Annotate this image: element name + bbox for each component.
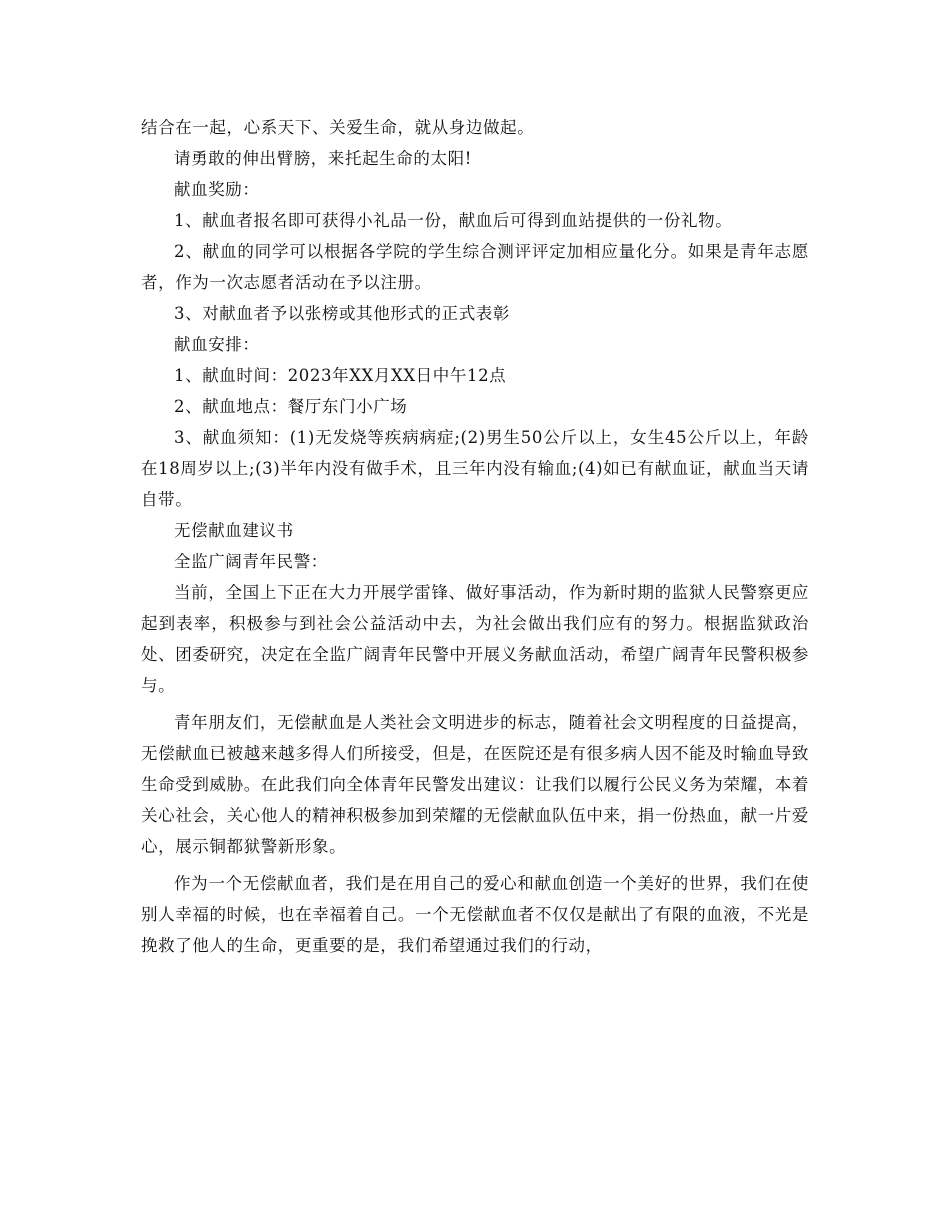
reward-item-3: 3、对献血者予以张榜或其他形式的正式表彰 xyxy=(174,304,510,323)
arrangement-item-location: 2、献血地点：餐厅东门小广场 xyxy=(174,397,408,416)
reward-item-1: 1、献血者报名即可获得小礼品一份，献血后可得到血站提供的一份礼物。 xyxy=(174,211,733,230)
heading-donation-arrangement: 献血安排： xyxy=(174,335,260,354)
paragraph-continuation: 结合在一起，心系天下、关爱生命，就从身边做起。 xyxy=(141,118,535,137)
arrangement-item-notice: 3、献血须知：(1)无发烧等疾病病症;(2)男生50公斤以上，女生45公斤以上，年龄在18周岁以上;(3)半年内没有做手术，且三年内没有输血;(4)如已有献血证，献血当天请自带。 xyxy=(141,428,809,509)
section-title-proposal: 无偿献血建议书 xyxy=(174,521,294,540)
reward-item-2: 2、献血的同学可以根据各学院的学生综合测评评定加相应量化分。如果是青年志愿者，作为一次志愿者活动在予以注册。 xyxy=(141,242,809,292)
heading-donation-rewards: 献血奖励： xyxy=(174,180,260,199)
paragraph-appeal: 青年朋友们，无偿献血是人类社会文明进步的标志，随着社会文明程度的日益提高，无偿献血已被越来越多得人们所接受，但是，在医院还是有很多病人因不能及时输血导致生命受到威胁。在此我们向全体青年民警发出建议：让我们以履行公民义务为荣耀，本着关心社会，关心他人的精神积极参加到荣耀的无偿献血队伍中来，捐一份热血，献一片爱心，展示铜都狱警新形象。 xyxy=(141,713,809,856)
paragraph-intro: 当前，全国上下正在大力开展学雷锋、做好事活动，作为新时期的监狱人民警察更应起到表率，积极参与到社会公益活动中去，为社会做出我们应有的努力。根据监狱政治处、团委研究，决定在全监广阔青年民警中开展义务献血活动，希望广阔青年民警积极参与。 xyxy=(141,583,809,695)
paragraph-call-to-action: 请勇敢的伸出臂膀，来托起生命的太阳! xyxy=(174,149,472,168)
paragraph-meaning: 作为一个无偿献血者，我们是在用自己的爱心和献血创造一个美好的世界，我们在使别人幸福的时候，也在幸福着自己。一个无偿献血者不仅仅是献出了有限的血液，不光是挽救了他人的生命，更重要的是，我们希望通过我们的行动， xyxy=(141,874,809,955)
document-body xyxy=(141,112,809,961)
salutation: 全监广阔青年民警： xyxy=(174,552,328,571)
arrangement-item-time: 1、献血时间：2023年XX月XX日中午12点 xyxy=(174,366,507,385)
